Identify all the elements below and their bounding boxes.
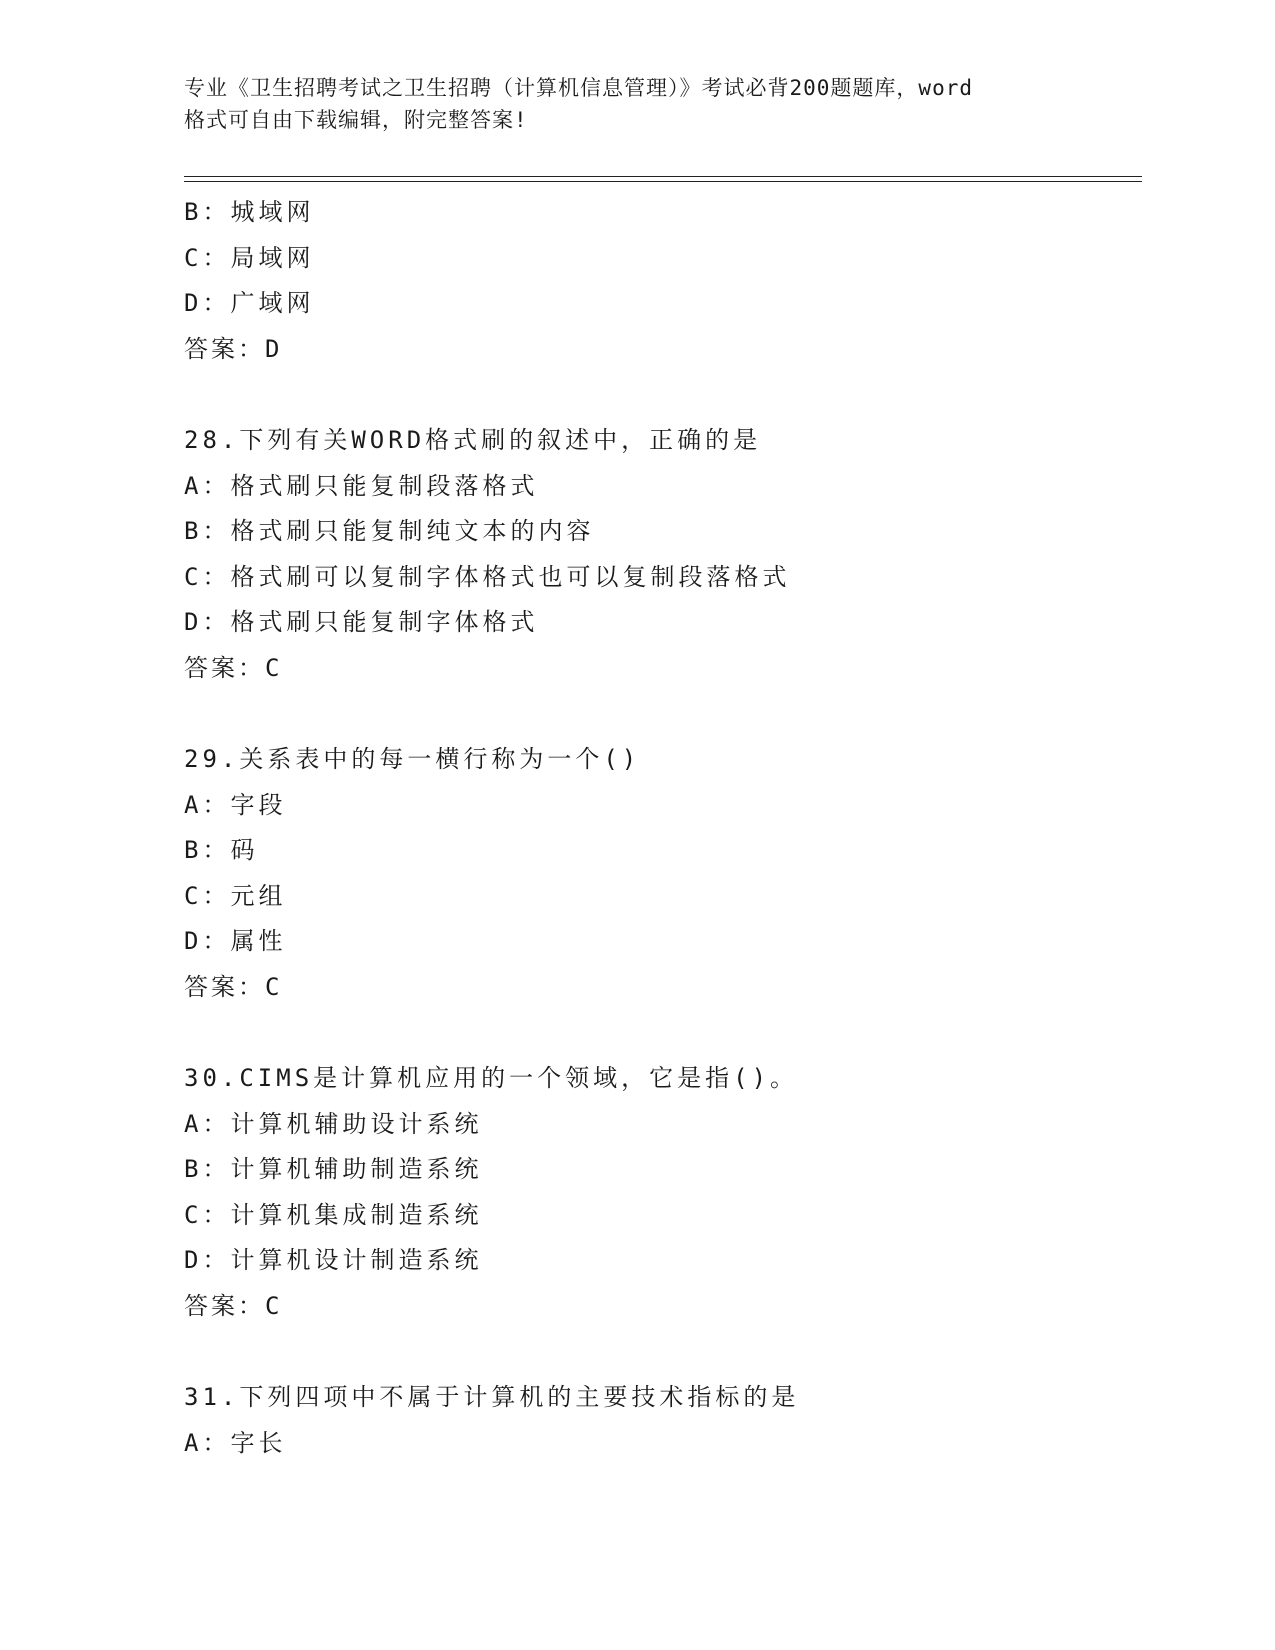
- header-title-line-2: 格式可自由下载编辑，附完整答案!: [184, 108, 528, 132]
- answer-label: 答案：: [184, 1291, 265, 1320]
- option-d: D：格式刷只能复制字体格式: [184, 608, 539, 636]
- answer-value: C: [265, 1291, 282, 1320]
- option-c: C：计算机集成制造系统: [184, 1200, 483, 1229]
- question-stem: 29.关系表中的每一横行称为一个(): [184, 745, 641, 773]
- answer-label: 答案：: [184, 972, 265, 1001]
- answer-line: [184, 965, 1134, 1011]
- question-spacer: [184, 1010, 1134, 1056]
- option-a: A：字段: [184, 790, 287, 819]
- question-28: [184, 418, 1134, 691]
- option-b: B：码: [184, 836, 259, 864]
- question-29: [184, 737, 1134, 1010]
- answer-line: [184, 646, 1134, 692]
- option-a: A：格式刷只能复制段落格式: [184, 471, 539, 500]
- answer-label: 答案：: [184, 653, 265, 682]
- option-c: C：元组: [184, 881, 287, 910]
- option-b: B：城域网: [184, 198, 315, 226]
- document-header: [184, 72, 1104, 136]
- question-spacer: [184, 691, 1134, 737]
- option-b: B：计算机辅助制造系统: [184, 1155, 483, 1183]
- option-c: C：格式刷可以复制字体格式也可以复制段落格式: [184, 562, 791, 591]
- option-d: D：属性: [184, 927, 287, 955]
- option-d: D：计算机设计制造系统: [184, 1246, 483, 1274]
- answer-value: C: [265, 972, 282, 1001]
- question-stem: 31.下列四项中不属于计算机的主要技术指标的是: [184, 1383, 800, 1411]
- header-title-line-1: 专业《卫生招聘考试之卫生招聘（计算机信息管理）》考试必背200题题库，word: [184, 76, 973, 100]
- question-stem: 30.CIMS是计算机应用的一个领域，它是指()。: [184, 1064, 799, 1092]
- option-b: B：格式刷只能复制纯文本的内容: [184, 517, 595, 545]
- header-divider-bottom: [184, 181, 1142, 182]
- question-stem: 28.下列有关WORD格式刷的叙述中，正确的是: [184, 426, 762, 454]
- option-a: A：计算机辅助设计系统: [184, 1109, 483, 1138]
- option-c: C：局域网: [184, 243, 315, 272]
- question-31: [184, 1375, 1134, 1466]
- question-spacer: [184, 372, 1134, 418]
- answer-value: C: [265, 653, 282, 682]
- answer-label: 答案：: [184, 334, 265, 363]
- question-27-continued: [184, 190, 1134, 372]
- answer-line: [184, 1284, 1134, 1330]
- option-d: D：广域网: [184, 289, 315, 317]
- answer-value: D: [265, 334, 282, 363]
- question-spacer: [184, 1329, 1134, 1375]
- question-list: [184, 190, 1134, 1466]
- question-30: [184, 1056, 1134, 1329]
- option-a: A：字长: [184, 1428, 287, 1457]
- header-divider-top: [184, 176, 1142, 177]
- answer-line: [184, 327, 1134, 373]
